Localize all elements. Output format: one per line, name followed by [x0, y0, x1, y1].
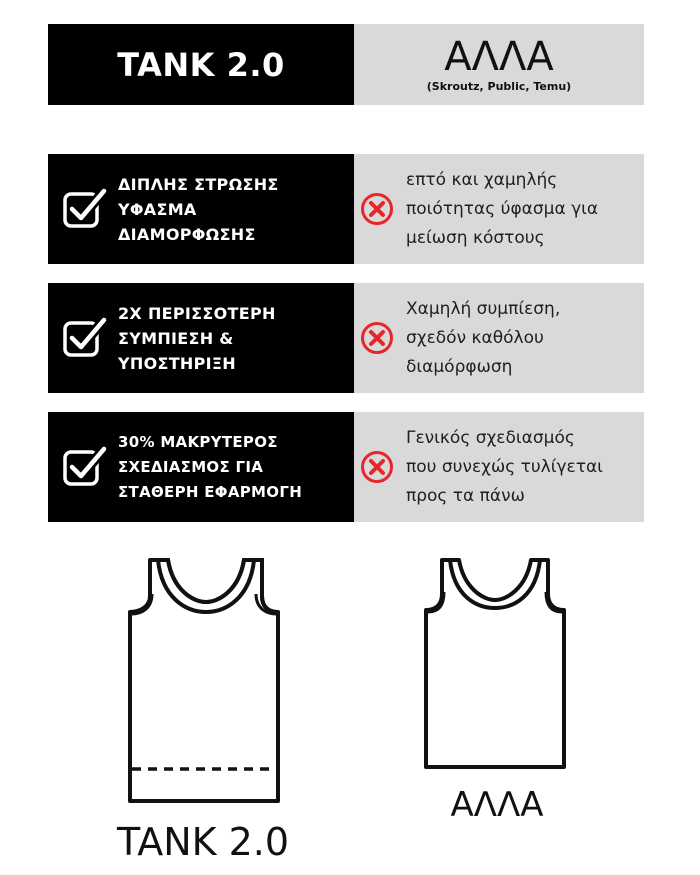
checkbox-check-icon [60, 185, 108, 233]
comparison-row-3 [48, 412, 644, 522]
checkbox-check-icon [60, 314, 108, 362]
negative-line: ποιότητας ύφασμα για [406, 198, 599, 219]
negative-cell [354, 154, 644, 264]
negative-cell [354, 412, 644, 522]
other-caption: ΑΛΛΑ [450, 785, 544, 825]
positive-line: ΔΙΠΛΗΣ ΣΤΡΩΣΗΣ [118, 174, 279, 194]
positive-line: ΥΦΑΣΜΑ [118, 199, 197, 219]
negative-line: σχεδόν καθόλου [406, 327, 544, 348]
negative-line: που συνεχώς τυλίγεται [406, 456, 603, 477]
comparison-row-1 [48, 154, 644, 264]
negative-line: Γενικός σχεδιασμός [406, 427, 575, 448]
red-x-circle-icon [360, 192, 394, 226]
negative-feature-text [406, 424, 603, 511]
positive-line: ΥΠΟΣΤΗΡΙΞΗ [118, 353, 236, 373]
negative-feature-text [406, 166, 598, 253]
positive-feature-text [118, 301, 276, 376]
negative-line: Χαμηλή συμπίεση, [406, 298, 561, 319]
positive-cell [48, 283, 354, 393]
tank-caption: TANK 2.0 [116, 820, 290, 864]
brand-header-cell [48, 24, 354, 105]
negative-line: διαμόρφωση [406, 356, 513, 377]
negative-cell [354, 283, 644, 393]
positive-feature-text [118, 172, 279, 247]
negative-line: προς τα πάνω [406, 485, 525, 506]
positive-feature-text [118, 430, 302, 505]
negative-line: επτό και χαμηλής [406, 169, 558, 190]
brand-title: TANK 2.0 [117, 45, 285, 84]
positive-line: 30% ΜΑΚΡΥΤΕΡΟΣ [118, 432, 278, 451]
checkbox-check-icon [60, 443, 108, 491]
red-x-circle-icon [360, 450, 394, 484]
other-title: ΑΛΛΑ [444, 33, 554, 80]
other-subtitle: (Skroutz, Public, Temu) [426, 79, 572, 93]
positive-line: ΣΧΕΔΙΑΣΜΟΣ ΓΙΑ [118, 457, 264, 476]
positive-cell [48, 154, 354, 264]
positive-line: ΣΥΜΠΙΕΣΗ & [118, 328, 234, 348]
positive-cell [48, 412, 354, 522]
tank-top-long-illustration [118, 550, 293, 810]
comparison-row-2 [48, 283, 644, 393]
positive-line: 2X ΠΕΡΙΣΣΟΤΕΡΗ [118, 303, 276, 323]
comparison-header [48, 24, 644, 105]
positive-line: ΔΙΑΜΟΡΦΩΣΗΣ [118, 224, 256, 244]
red-x-circle-icon [360, 321, 394, 355]
positive-line: ΣΤΑΘΕΡΗ ΕΦΑΡΜΟΓΗ [118, 482, 303, 501]
negative-line: μείωση κόστους [406, 227, 545, 248]
other-header-cell [354, 24, 644, 105]
negative-feature-text [406, 295, 560, 382]
tank-top-short-illustration [412, 550, 582, 775]
